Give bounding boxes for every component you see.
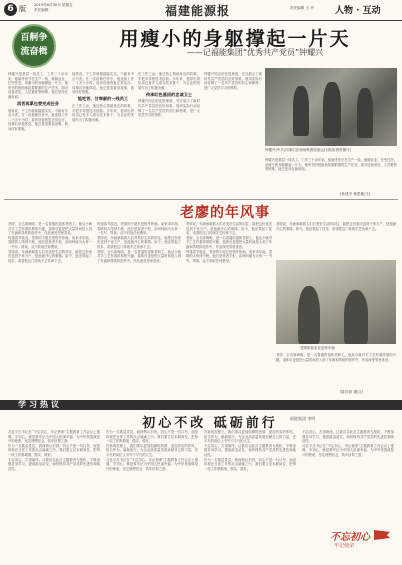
article2-column-5 bbox=[276, 353, 396, 389]
editor-line: 责任编辑 王 玲 bbox=[290, 6, 314, 10]
article2-credit: (陈洋萍 摄/文) bbox=[340, 390, 364, 394]
article3-column-4 bbox=[302, 430, 394, 524]
article2-text-2b: 老廖说，年画承载着人们对美好生活的向往，能把这份喜庆送到千家万户，是他最开心的事情。如今，他还带起了徒弟，希望把这门传统手艺传承下去。 bbox=[97, 235, 181, 249]
photo-figure bbox=[344, 290, 368, 344]
article1-text-2b: 在工作之余，他还热心帮助身边的同事，手把手传授技术经验。多年来，他带出的徒弟已有多人成为技术骨干，为企业的发展作出了积极贡献。 bbox=[72, 103, 134, 122]
article1-column-1 bbox=[8, 72, 68, 197]
column-badge bbox=[12, 24, 56, 68]
page-number: 6 bbox=[4, 3, 17, 16]
article3-text-1: 习近平总书记在“不忘初心、牢记使命”主题教育工作会议上强调，守初心，就是要牢记为中国人民谋幸福、为中华民族谋复兴的使命，坚定理想信念，筑牢信仰之基。 bbox=[8, 430, 100, 444]
date-line bbox=[34, 3, 73, 13]
article3-text-1c: 不忘初心，方得始终。让我们以此次主题教育为契机，不断加强自身学习，提高政治站位，始终保持共产党员的先进性和纯洁性。 bbox=[8, 457, 100, 471]
section-name: 人物 · 互动 bbox=[335, 6, 381, 16]
article3-column-2 bbox=[106, 430, 198, 560]
photo-figure bbox=[293, 86, 309, 136]
article1-photo-caption: 钟耀兴(中)与同事们在现场察看设备运行情况(资料图片) bbox=[265, 148, 351, 152]
article3-headline: 初心不改 砥砺前行 bbox=[142, 416, 278, 431]
date-line-1: 2019年8月30日 星期五 bbox=[34, 3, 73, 7]
divider bbox=[4, 199, 398, 200]
article1-text-3: 在工作之余，他还热心帮助身边的同事，手把手传授技术经验。多年来，他带出的徒弟已有多人成为技术骨干，为企业的发展作出了积极贡献。 bbox=[138, 72, 200, 90]
column-badge-text bbox=[18, 31, 50, 61]
article2-column-1 bbox=[8, 222, 92, 394]
article2-photo bbox=[276, 260, 396, 344]
section-band-label: 学习热议 bbox=[18, 400, 62, 409]
article3-text-1b: 作为一名基层党员，我深刻认识到，初心不是一句口号，而是体现在日常工作的点点滴滴之中。我们要立足本职岗位，把每一项工作都做细、做实、做好。 bbox=[8, 443, 100, 457]
article1-text-3b: 钟耀兴同志的先进事迹，充分展示了新时代共产党员的良好形象。他用实际行动诠释了一名共产党员的初心和使命，是广大党员学习的榜样。 bbox=[138, 99, 200, 118]
article1-text-2: 他常说，干工作就要踏踏实实，不能有半点马虎。在一次抢修任务中，他连续工作二十多个小时，直到设备恢复正常运行。同事们劝他休息，他总是笑着说没事，我身体好着呢。 bbox=[72, 72, 134, 95]
article3-text-3b: 不忘初心，方得始终。让我们以此次主题教育为契机，不断加强自身学习，提高政治站位，始终保持共产党员的先进性和纯洁性。 bbox=[204, 443, 296, 457]
article2-text-2c: 老廖，全名廖海明，是一名普通的退休老职工。他从小就对手工艺有着浓厚的兴趣，退休后更是把大量时间投入到了年画和剪纸的创作中，作品深受邻里喜爱。 bbox=[97, 249, 181, 263]
flag-icon bbox=[374, 530, 390, 540]
article1-text-1: 钟耀兴是基层一线员工，工作三十余年来，他始终坚守在生产一线，兢兢业业，任劳任怨，用瘦小的身躯撑起一片天。他所在的班组承担着繁重的生产任务，面对设备老化、人员紧张等困难，他总是冲在最前面。 bbox=[8, 72, 68, 99]
article1-column-4 bbox=[204, 72, 262, 197]
newspaper-name: 福建能源报 bbox=[165, 4, 231, 18]
article2-photo-caption: 老廖和徒弟在创作年画 bbox=[300, 346, 335, 350]
article3-text-4: 不忘初心，方得始终。让我们以此次主题教育为契机，不断加强自身学习，提高政治站位，始终保持共产党员的先进性和纯洁性。 bbox=[302, 430, 394, 444]
article1-text-1b: 他常说，干工作就要踏踏实实，不能有半点马虎。在一次抢修任务中，他连续工作二十多个小时，直到设备恢复正常运行。同事们劝他休息，他总是笑着说没事，我身体好着呢。 bbox=[8, 108, 68, 131]
article3-byline: 福能集团 李明 bbox=[290, 416, 316, 421]
article1-column-5 bbox=[265, 158, 397, 192]
article2-column-3 bbox=[186, 222, 272, 394]
badge-line-1: 百舸争 bbox=[20, 33, 48, 43]
article2-text-1c: 老廖说，年画承载着人们对美好生活的向往，能把这份喜庆送到千家万户，是他最开心的事情。如今，他还带起了徒弟，希望把这门传统手艺传承下去。 bbox=[8, 249, 92, 263]
campaign-logo bbox=[330, 528, 394, 560]
article2-text-2: 每逢春节临近，老廖的小屋总是格外热闹。前来求年画、春联的人络绎不绝，他总是来者不拒，乐呵呵地为大家一一书写、剪裁，从不收取任何费用。 bbox=[97, 222, 181, 236]
campaign-logo-title: 不忘初心 bbox=[330, 532, 370, 543]
masthead bbox=[0, 0, 402, 21]
badge-line-2: 流奋楫 bbox=[20, 47, 48, 57]
article2-text-3: 老廖说，年画承载着人们对美好生活的向往，能把这份喜庆送到千家万户，是他最开心的事情。如今，他还带起了徒弟，希望把这门传统手艺传承下去。 bbox=[186, 222, 272, 236]
date-line-2: 责任编辑： bbox=[34, 8, 52, 12]
article1-credit: (孙建平 林思敏/文) bbox=[340, 192, 371, 196]
article1-text-5: 钟耀兴是基层一线员工，工作三十余年来，他始终坚守在生产一线，兢兢业业，任劳任怨，用瘦小的身躯撑起一片天。他所在的班组承担着繁重的生产任务，面对设备老化、人员紧张等困难，他总是冲在最前面。 bbox=[265, 158, 397, 172]
article1-photo bbox=[265, 68, 397, 146]
article1-subtitle-1: 再苦再累也要完成任务 bbox=[17, 101, 59, 107]
article2-column-2 bbox=[97, 222, 181, 394]
article2-text-3c: 每逢春节临近，老廖的小屋总是格外热闹。前来求年画、春联的人络绎不绝，他总是来者不拒，乐呵呵地为大家一一书写、剪裁，从不收取任何费用。 bbox=[186, 249, 272, 263]
article1-subtitle-3: 传承红色基因的忠诚卫士 bbox=[145, 91, 193, 97]
article3-text-3: 在新的征程上，我们要以更加饱满的热情、更加务实的作风，担当作为，砥砺前行，为企业高质量发展贡献自己的力量，在平凡的岗位上书写不平凡的人生。 bbox=[204, 430, 296, 444]
article2-text-3b: 老廖，全名廖海明，是一名普通的退休老职工。他从小就对手工艺有着浓厚的兴趣，退休后更是把大量时间投入到了年画和剪纸的创作中，作品深受邻里喜爱。 bbox=[186, 235, 272, 249]
article1-subtitle-2: 能吃苦、甘奉献的一线员工 bbox=[77, 96, 129, 102]
article3-text-2c: 习近平总书记在“不忘初心、牢记使命”主题教育工作会议上强调，守初心，就是要牢记为中国人民谋幸福、为中华民族谋复兴的使命，坚定理想信念，筑牢信仰之基。 bbox=[106, 457, 198, 471]
photo-figure bbox=[357, 88, 373, 138]
article1-subhead: ——记福能集团“优秀共产党员”钟耀兴 bbox=[186, 48, 324, 57]
article2-text-5: 老廖，全名廖海明，是一名普通的退休老职工。他从小就对手工艺有着浓厚的兴趣，退休后更是把大量时间投入到了年画和剪纸的创作中，作品深受邻里喜爱。 bbox=[276, 353, 396, 362]
article3-text-2: 作为一名基层党员，我深刻认识到，初心不是一句口号，而是体现在日常工作的点点滴滴之中。我们要立足本职岗位，把每一项工作都做细、做实、做好。 bbox=[106, 430, 198, 444]
article2-text-1: 老廖，全名廖海明，是一名普通的退休老职工。他从小就对手工艺有着浓厚的兴趣，退休后更是把大量时间投入到了年画和剪纸的创作中，作品深受邻里喜爱。 bbox=[8, 222, 92, 236]
page-number-suffix: 版 bbox=[19, 5, 26, 13]
article3-text-2b: 在新的征程上，我们要以更加饱满的热情、更加务实的作风，担当作为，砥砺前行，为企业高质量发展贡献自己的力量，在平凡的岗位上书写不平凡的人生。 bbox=[106, 443, 198, 457]
photo-figure bbox=[298, 286, 320, 344]
article2-column-4 bbox=[276, 222, 396, 258]
article3-column-3 bbox=[204, 430, 296, 560]
article3-text-4b: 习近平总书记在“不忘初心、牢记使命”主题教育工作会议上强调，守初心，就是要牢记为中国人民谋幸福、为中华民族谋复兴的使命，坚定理想信念，筑牢信仰之基。 bbox=[302, 443, 394, 457]
article1-column-3 bbox=[138, 72, 200, 197]
article1-text-4: 钟耀兴同志的先进事迹，充分展示了新时代共产党员的良好形象。他用实际行动诠释了一名共产党员的初心和使命，是广大党员学习的榜样。 bbox=[204, 72, 262, 90]
photo-figure bbox=[323, 82, 341, 138]
article2-headline: 老廖的年风事 bbox=[180, 205, 270, 221]
campaign-logo-subtitle: 牢记使命 bbox=[334, 543, 355, 549]
article1-column-2 bbox=[72, 72, 134, 197]
article3-column-1 bbox=[8, 430, 100, 560]
article1-headline: 用瘦小的身躯撑起一片天 bbox=[119, 28, 351, 50]
article2-text-1b: 每逢春节临近，老廖的小屋总是格外热闹。前来求年画、春联的人络绎不绝，他总是来者不拒，乐呵呵地为大家一一书写、剪裁，从不收取任何费用。 bbox=[8, 235, 92, 249]
article3-text-3c: 作为一名基层党员，我深刻认识到，初心不是一句口号，而是体现在日常工作的点点滴滴之中。我们要立足本职岗位，把每一项工作都做细、做实、做好。 bbox=[204, 457, 296, 471]
article2-text-4: 老廖说，年画承载着人们对美好生活的向往，能把这份喜庆送到千家万户，是他最开心的事情。如今，他还带起了徒弟，希望把这门传统手艺传承下去。 bbox=[276, 222, 396, 231]
